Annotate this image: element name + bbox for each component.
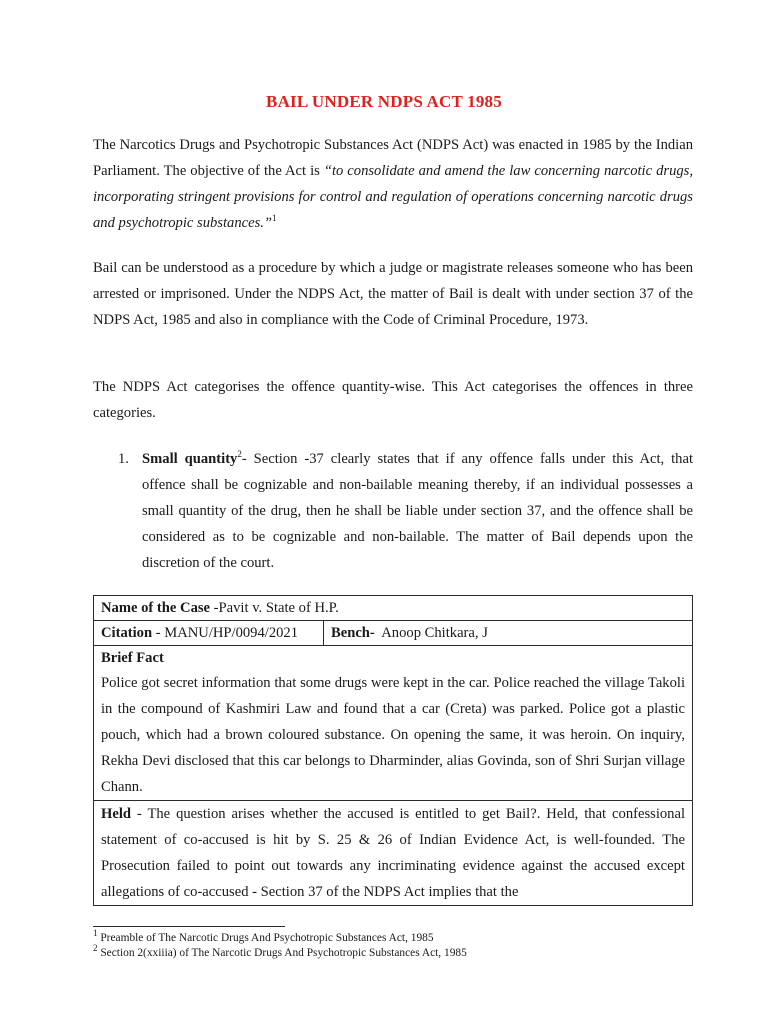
held-label: Held xyxy=(101,806,131,822)
bail-paragraph: Bail can be understood as a procedure by which a judge or magistrate releases someone who has been arrested or imprisoned. Under the NDPS Act, the matter of Bail is dealt with under section 37 of the NDPS Act, 1985 and also in compliance with the Code of Criminal Procedure, 1973. xyxy=(93,260,693,328)
footnote-1 xyxy=(93,928,693,946)
categories-paragraph: The NDPS Act categorises the offence quantity-wise. This Act categorises the offences in three categories. xyxy=(93,379,693,421)
held-row xyxy=(94,801,692,905)
brief-fact-label: Brief Fact xyxy=(101,650,164,666)
brief-fact-text: Police got secret information that some drugs were kept in the car. Police reached the village Takoli in the compound of Kashmiri Law and found that a car (Creta) was parked. Police got a plastic pouch, which had a brown coloured substance. On opening the same, it was heroin. On inquiry, Rekha Devi disclosed that this car belongs to Dharminder, alias Govinda, son of Shri Surjan village Chann. xyxy=(101,675,685,795)
list-item-text xyxy=(142,446,693,576)
bench-label: Bench- xyxy=(331,625,375,641)
citation-row xyxy=(94,621,692,646)
citation-cell xyxy=(94,621,324,645)
footnote-divider xyxy=(93,926,285,927)
list-item-heading: Small quantity xyxy=(142,451,238,467)
citation-value: - MANU/HP/0094/2021 xyxy=(152,625,299,641)
held-paragraph xyxy=(101,801,685,905)
footnote-2-text: Section 2(xxiiia) of The Narcotic Drugs And Psychotropic Substances Act, 1985 xyxy=(97,947,467,959)
footnote-2 xyxy=(93,943,693,961)
bench-value: Anoop Chitkara, J xyxy=(374,625,488,641)
footnote-2-number: 2 xyxy=(93,943,98,954)
intro-quote: “to consolidate and amend the law concerning narcotic drugs, incorporating stringent provisions for control and regulation of operations concerning narcotic drugs and psychotropic substances.” xyxy=(93,163,693,231)
bench-cell xyxy=(324,621,692,645)
footnote-ref-1[interactable]: 1 xyxy=(272,213,277,224)
footnotes xyxy=(93,928,693,961)
page-title: BAIL UNDER NDPS ACT 1985 xyxy=(266,92,502,111)
list-item-body: - Section -37 clearly states that if any offence falls under this Act, that offence shall be cognizable and non-bailable meaning thereby, if an individual possesses a small quantity of the drug, then he shall be liable under section 37, and the offence shall be considered as to be cognizable and non-bailable. The matter of Bail depends upon the discretion of the court. xyxy=(142,451,694,571)
brief-fact-row xyxy=(94,646,692,801)
footnote-1-number: 1 xyxy=(93,928,98,939)
footnote-ref-2[interactable]: 2 xyxy=(237,449,242,460)
citation-label: Citation xyxy=(101,625,153,641)
case-name-row xyxy=(94,596,692,621)
list-item-number: 1. xyxy=(118,451,129,467)
held-text: - The question arises whether the accused is entitled to get Bail?. Held, that confessional statement of co-accused is hit by S. 25 & 26 of Indian Evidence Act, is well-founded. The Prosecution failed to point out towards any incriminating evidence against the accused except allegations of co-accused - Section 37 of the NDPS Act implies that the xyxy=(101,806,685,900)
intro-text: The Narcotics Drugs and Psychotropic Substances Act (NDPS Act) was enacted in 1985 by the Indian Parliament. The objective of the Act is xyxy=(93,137,693,179)
case-table xyxy=(93,595,693,906)
footnote-1-text: Preamble of The Narcotic Drugs And Psychotropic Substances Act, 1985 xyxy=(97,932,434,944)
case-name-label: Name of the Case xyxy=(101,600,211,616)
intro-paragraph xyxy=(93,132,693,236)
case-name-value: -Pavit v. State of H.P. xyxy=(210,600,339,616)
